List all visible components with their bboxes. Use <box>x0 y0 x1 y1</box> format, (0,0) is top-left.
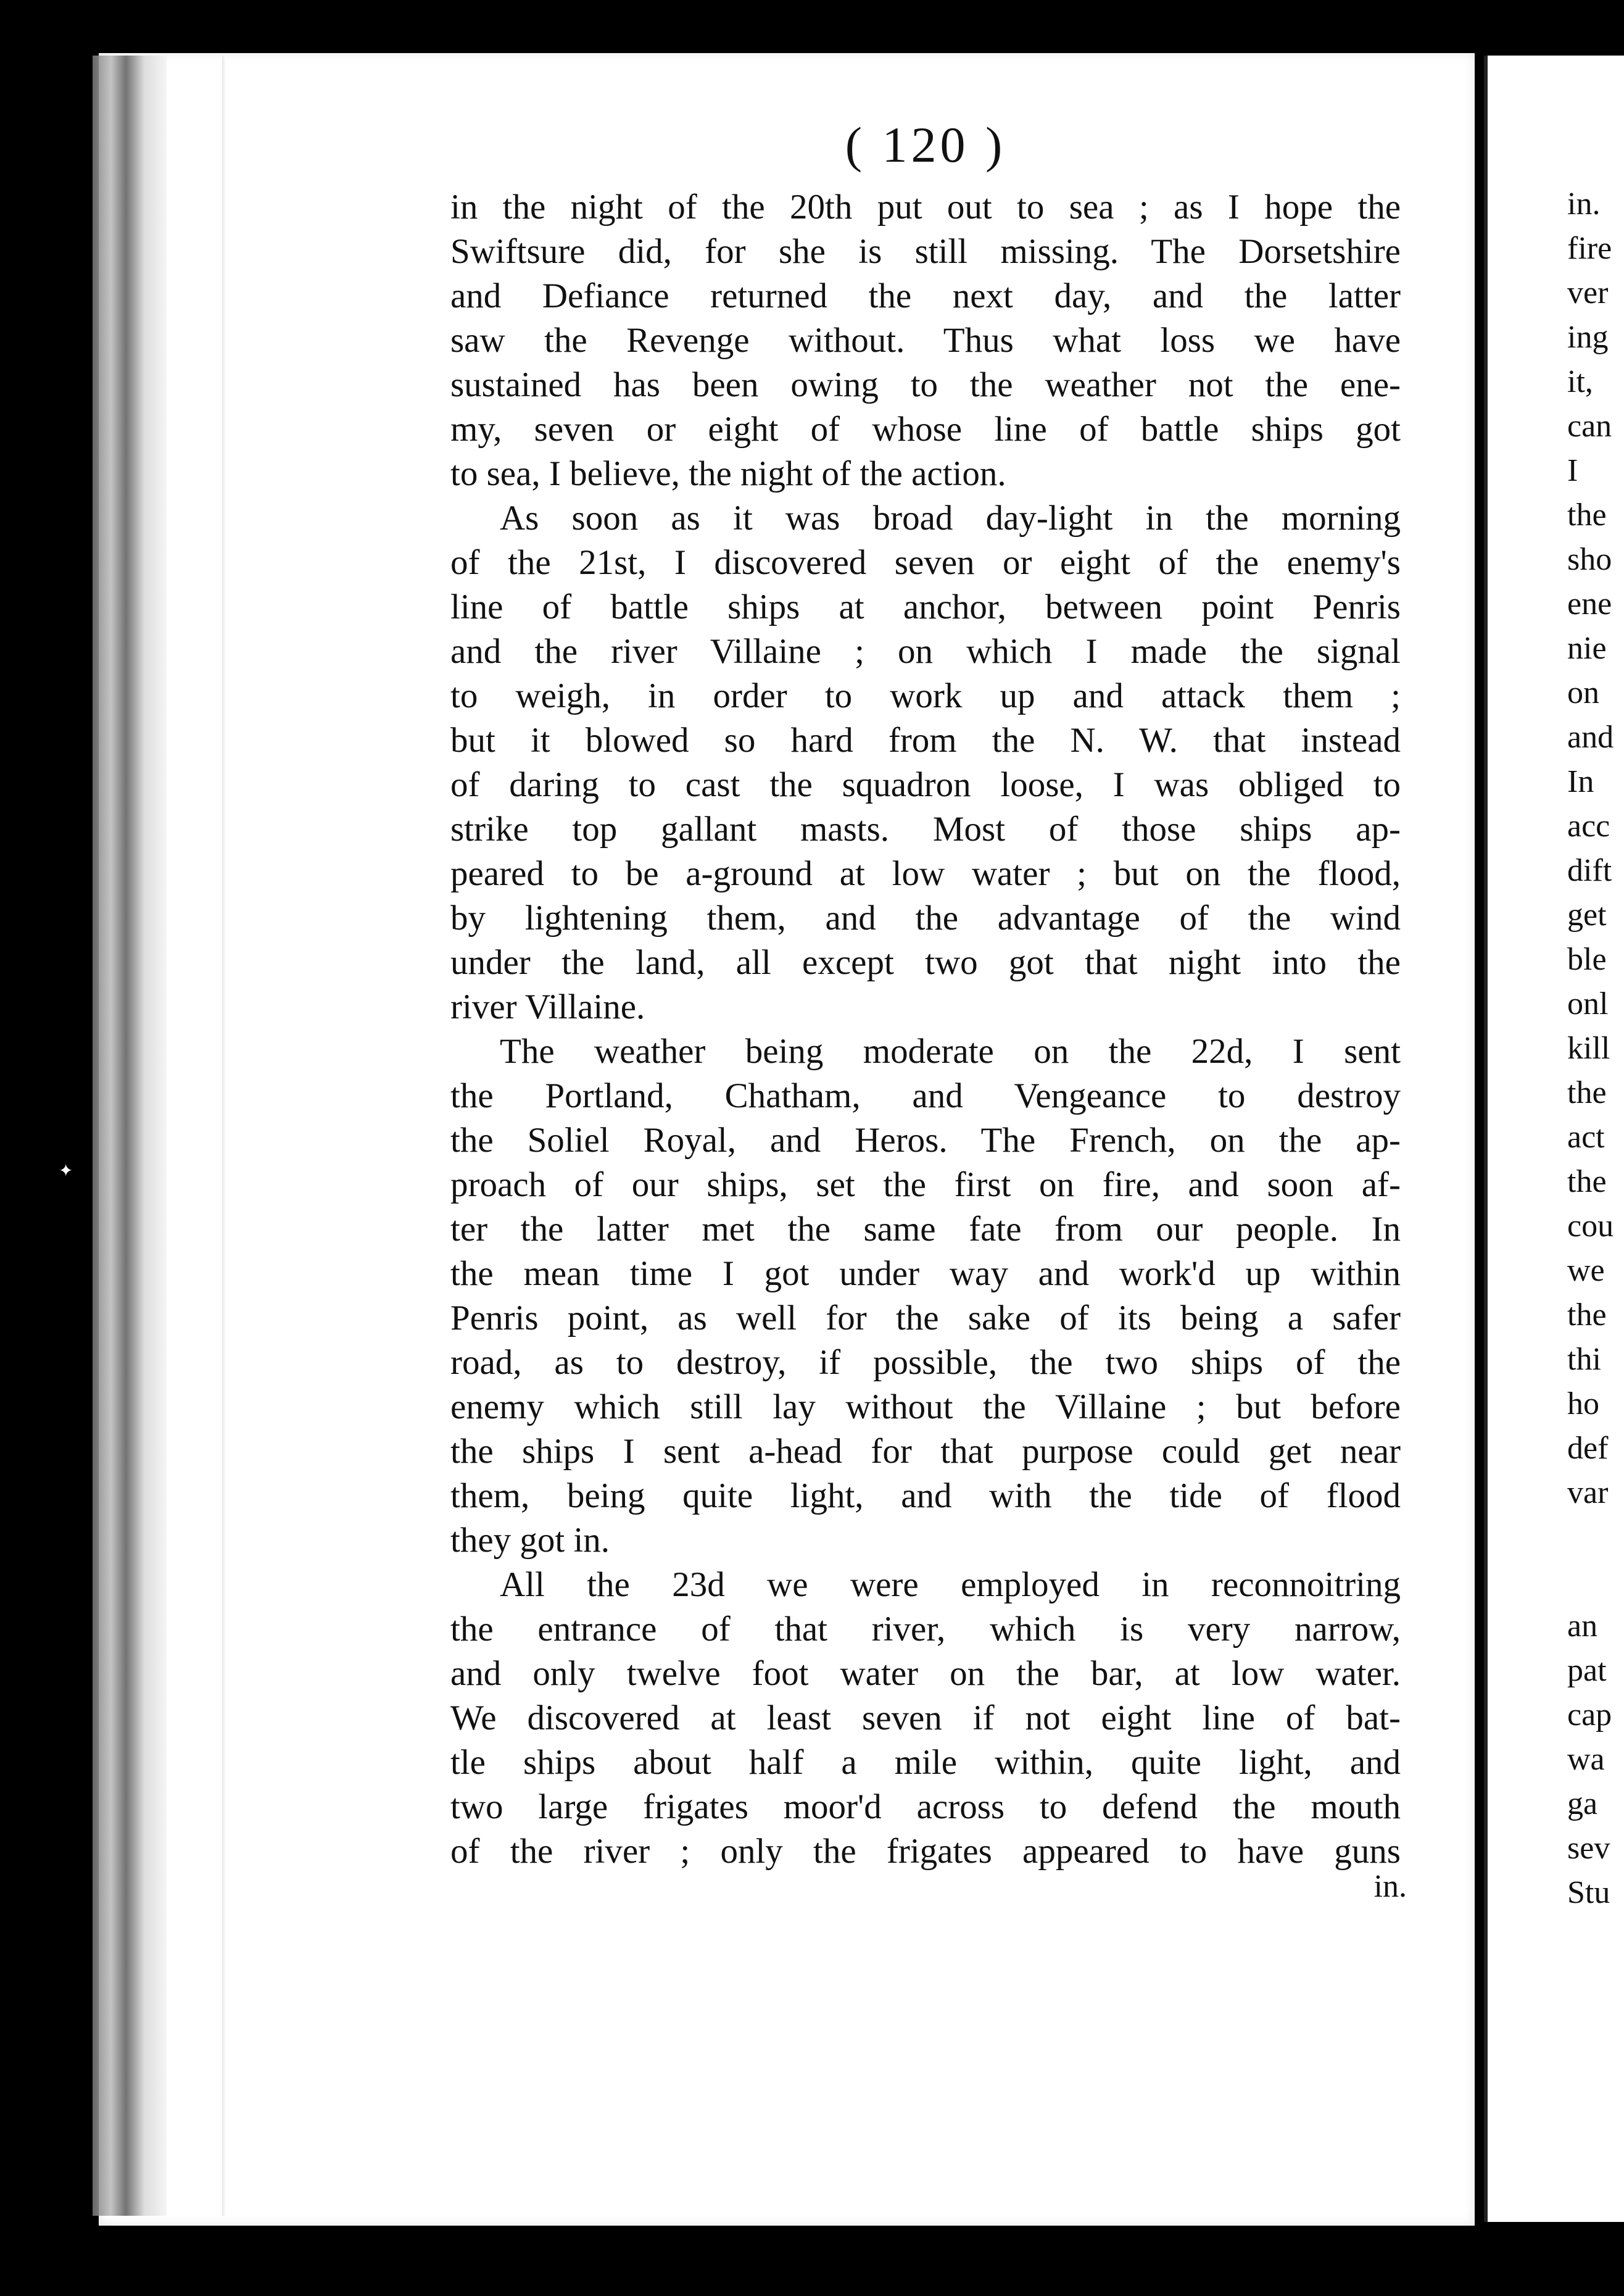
facing-line-fragment: ho <box>1567 1386 1599 1421</box>
facing-line-fragment: In <box>1567 764 1594 799</box>
facing-line-fragment: get <box>1567 897 1607 933</box>
facing-line-fragment: the <box>1567 1297 1607 1333</box>
facing-line-fragment: ver <box>1567 275 1609 310</box>
text-line: the Soliel Royal, and Heros. The French, on the ap- <box>450 1121 1401 1160</box>
text-line: enemy which still lay without the Villaine ; but before <box>450 1387 1401 1426</box>
facing-line-fragment: the <box>1567 1164 1607 1199</box>
facing-line-fragment: acc <box>1567 809 1610 844</box>
facing-page-text <box>1567 182 1624 1910</box>
text-line: sustained has been owing to the weather not the ene- <box>450 365 1401 404</box>
text-line: the ships I sent a-head for that purpose could get near <box>450 1432 1401 1471</box>
paragraph-start-line: As soon as it was broad day-light in the morning <box>500 499 1401 538</box>
text-line: ter the latter met the same fate from our people. In <box>450 1210 1401 1249</box>
text-line: them, being quite light, and with the tide of flood <box>450 1476 1401 1515</box>
text-line: We discovered at least seven if not eight line of bat- <box>450 1699 1401 1737</box>
facing-line-fragment: and <box>1567 720 1614 755</box>
facing-line-fragment: kill <box>1567 1031 1610 1066</box>
text-line: to weigh, in order to work up and attack them ; <box>450 676 1401 715</box>
text-line: of daring to cast the squadron loose, I was obliged to <box>450 765 1401 804</box>
paragraph-start-line: The weather being moderate on the 22d, I sent <box>500 1032 1401 1071</box>
text-line: line of battle ships at anchor, between point Penris <box>450 588 1401 626</box>
paragraph-start-line: All the 23d we were employed in reconnoitring <box>500 1565 1401 1604</box>
text-line: river Villaine. <box>450 988 645 1026</box>
facing-line-fragment: pat <box>1567 1653 1607 1688</box>
text-line: the entrance of that river, which is very narrow, <box>450 1610 1401 1649</box>
scan-speck: ✦ <box>59 1162 73 1181</box>
facing-line-fragment: on <box>1567 675 1599 710</box>
text-line: and the river Villaine ; on which I made the signal <box>450 632 1401 671</box>
facing-line-fragment: can <box>1567 409 1612 444</box>
page-gutter <box>222 56 226 2216</box>
facing-line-fragment: Stu <box>1567 1875 1610 1910</box>
body-text <box>450 185 1401 1913</box>
facing-line-fragment: nie <box>1567 631 1607 666</box>
book-spine-edge <box>93 56 167 2216</box>
facing-line-fragment: wa <box>1567 1742 1605 1777</box>
facing-line-fragment: the <box>1567 1075 1607 1110</box>
facing-line-fragment: in. <box>1567 186 1601 222</box>
facing-blank-line <box>1567 1515 1624 1604</box>
text-line: of the 21st, I discovered seven or eight of the enemy's <box>450 543 1401 582</box>
facing-line-fragment: sev <box>1567 1831 1610 1866</box>
text-line: but it blowed so hard from the N. W. that instead <box>450 721 1401 760</box>
text-line: my, seven or eight of whose line of battle ships got <box>450 410 1401 449</box>
text-line: they got in. <box>450 1521 610 1560</box>
facing-line-fragment: ble <box>1567 942 1607 977</box>
facing-line-fragment: cap <box>1567 1697 1612 1732</box>
page-number-header: ( 120 ) <box>845 117 1006 173</box>
text-line: in the night of the 20th put out to sea ; as I hope the <box>450 188 1401 227</box>
text-line: Penris point, as well for the sake of its being a safer <box>450 1299 1401 1337</box>
facing-line-fragment: ene <box>1567 586 1612 622</box>
facing-line-fragment: I <box>1567 453 1578 488</box>
text-line: peared to be a-ground at low water ; but on the flood, <box>450 854 1401 893</box>
text-line: two large frigates moor'd across to defend the mouth <box>450 1787 1401 1826</box>
facing-line-fragment: onl <box>1567 986 1609 1021</box>
text-line: and only twelve foot water on the bar, at low water. <box>450 1654 1401 1693</box>
facing-line-fragment: dift <box>1567 853 1612 888</box>
text-line: Swiftsure did, for she is still missing. The Dorsetshire <box>450 232 1401 271</box>
text-line: tle ships about half a mile within, quite light, and <box>450 1743 1401 1782</box>
text-line: strike top gallant masts. Most of those ships ap- <box>450 810 1401 849</box>
text-line: to sea, I believe, the night of the action. <box>450 454 1006 493</box>
facing-line-fragment: we <box>1567 1253 1605 1288</box>
facing-line-fragment: it, <box>1567 364 1593 399</box>
text-line: proach of our ships, set the first on fire, and soon af- <box>450 1165 1401 1204</box>
text-line: the mean time I got under way and work'd up within <box>450 1254 1401 1293</box>
facing-line-fragment: ing <box>1567 320 1609 355</box>
facing-line-fragment: cou <box>1567 1208 1614 1244</box>
text-line: road, as to destroy, if possible, the two ships of the <box>450 1343 1401 1382</box>
text-line: the Portland, Chatham, and Vengeance to destroy <box>450 1076 1401 1115</box>
facing-line-fragment: ga <box>1567 1786 1598 1821</box>
text-line: of the river ; only the frigates appeared to have guns <box>450 1832 1401 1871</box>
facing-line-fragment: act <box>1567 1120 1605 1155</box>
facing-line-fragment: sho <box>1567 542 1612 577</box>
text-line: under the land, all except two got that night into the <box>450 943 1401 982</box>
text-line: saw the Revenge without. Thus what loss we have <box>450 321 1401 360</box>
facing-line-fragment: thi <box>1567 1342 1601 1377</box>
text-line: and Defiance returned the next day, and the latter <box>450 277 1401 315</box>
text-line: by lightening them, and the advantage of the wind <box>450 899 1401 938</box>
facing-line-fragment: fire <box>1567 231 1612 266</box>
facing-line-fragment: an <box>1567 1608 1598 1644</box>
facing-line-fragment: the <box>1567 497 1607 533</box>
catchword: in. <box>1373 1869 1407 1904</box>
facing-line-fragment: def <box>1567 1431 1609 1466</box>
facing-line-fragment: var <box>1567 1475 1609 1510</box>
